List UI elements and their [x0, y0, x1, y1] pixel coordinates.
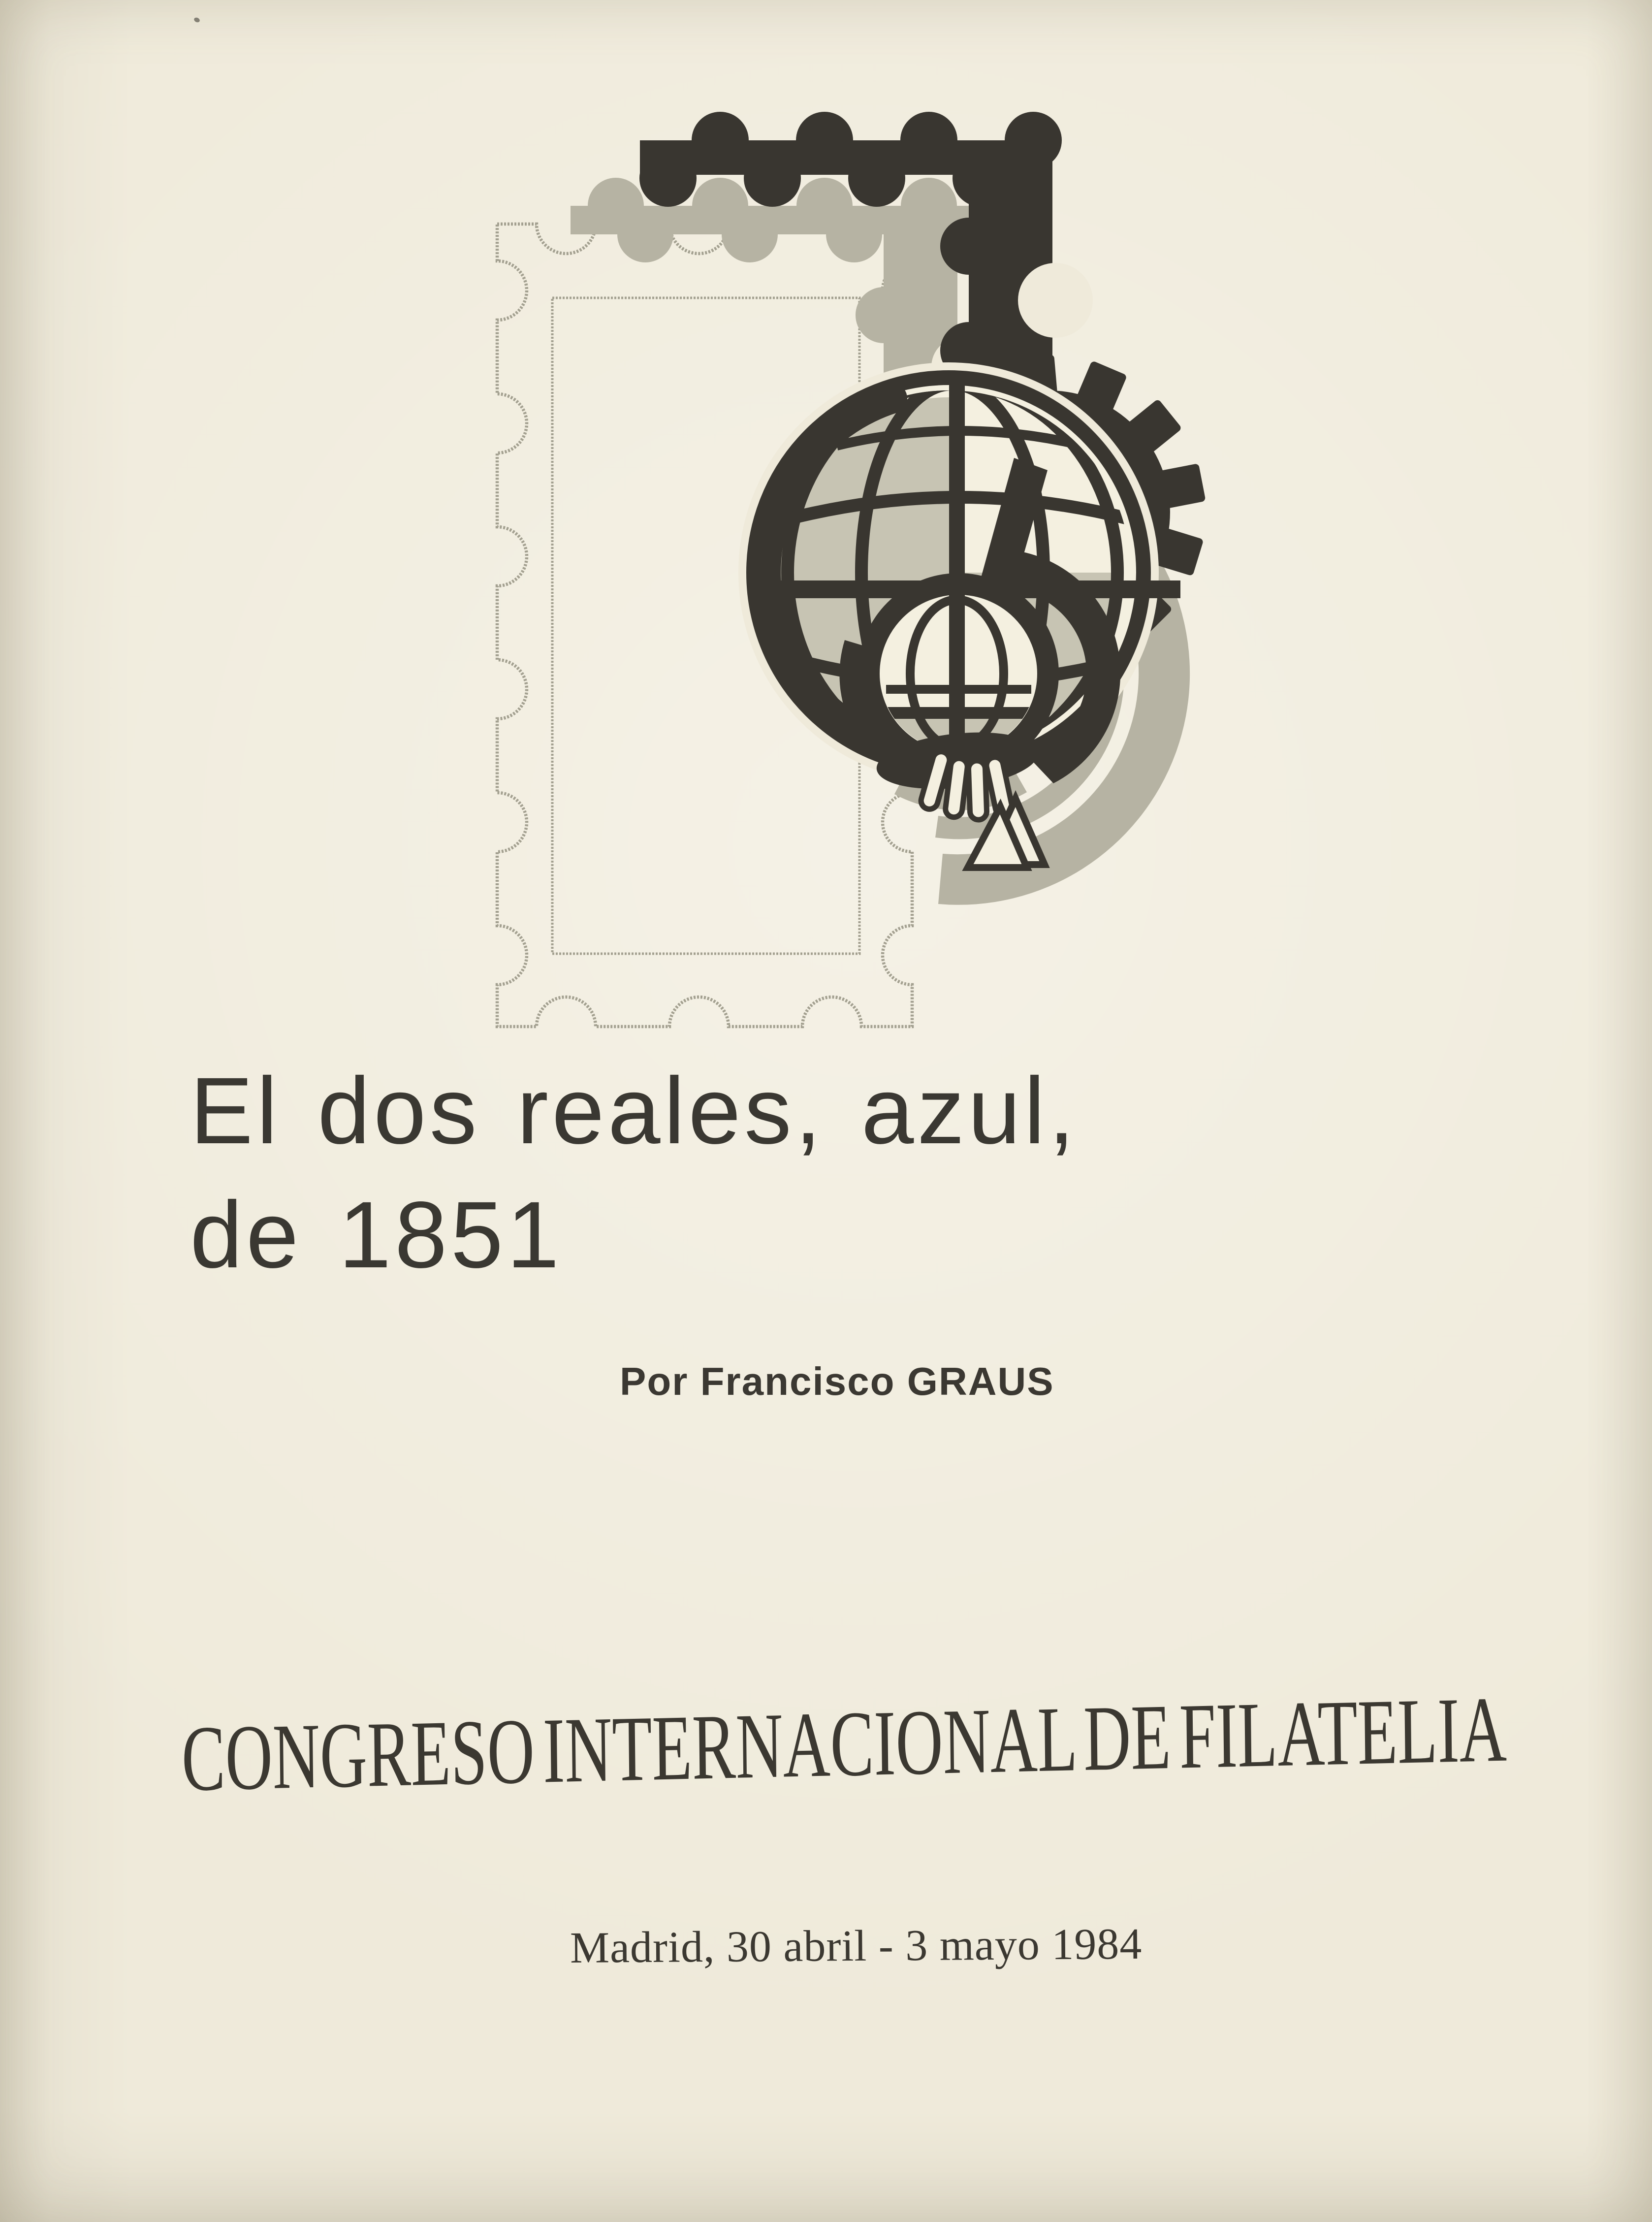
- title-line2: de 1851: [190, 1182, 563, 1288]
- congress-title: CONGRESO INTERNACIONAL DE FILATELIA: [181, 1677, 1507, 1811]
- byline: Por Francisco GRAUS: [620, 1359, 1054, 1403]
- event-date: Madrid, 30 abril - 3 mayo 1984: [570, 1919, 1143, 1972]
- title-line1: El dos reales, azul,: [190, 1058, 1079, 1163]
